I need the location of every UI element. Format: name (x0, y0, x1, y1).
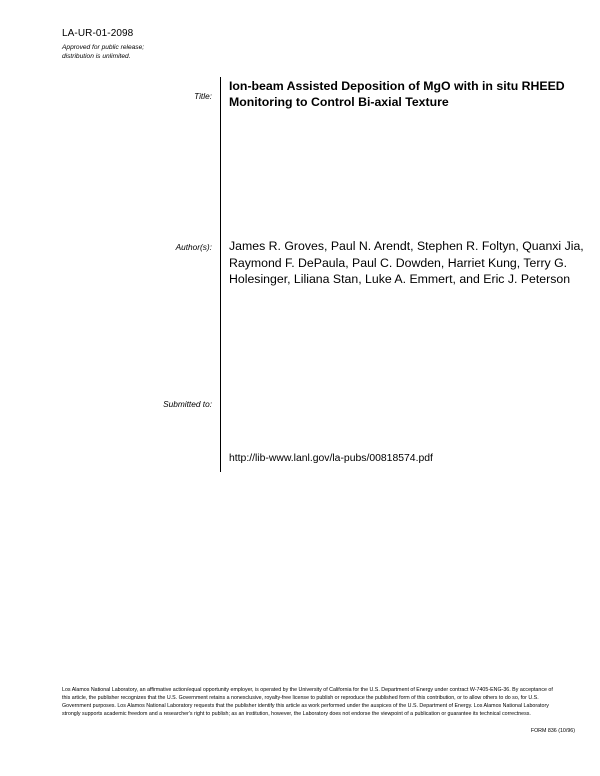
release-line-2: distribution is unlimited. (62, 53, 131, 60)
report-number: LA-UR-01-2098 (62, 28, 134, 39)
authors-list: James R. Groves, Paul N. Arendt, Stephen R. Foltyn, Quanxi Jia, Raymond F. DePaula, Paul C. Dowden, Harriet Kung, Terry G. Holesinger, Liliana Stan, Luke A. Emmert, and Eric J. Peterson (229, 239, 584, 286)
release-line-1: Approved for public release; (62, 44, 145, 51)
title-label: Title: (194, 91, 212, 101)
document-url[interactable]: http://lib-www.lanl.gov/la-pubs/00818574.pdf (229, 453, 433, 464)
release-statement (62, 43, 144, 61)
document-title: Ion-beam Assisted Deposition of MgO with in situ RHEED Monitoring to Control Bi-axial Texture (229, 79, 565, 109)
footer-notice: Los Alamos National Laboratory, an affirmative action/equal opportunity employer, is operated by the University of California for the U.S. Department of Energy under contract W-7405-ENG-36. By acceptance of this article, the publisher recognizes that the U.S. Government retains a nonexclusive, royalty-free license to publish or reproduce the published form of this contribution, or to allow others to do so, for U.S. Government purposes. Los Alamos National Laboratory requests that the publisher identify this article as work performed under the auspices of the U.S. Department of Energy. Los Alamos National Laboratory strongly supports academic freedom and a researcher's right to publish; as an institution, however, the Laboratory does not endorse the viewpoint of a publication or guarantee its technical correctness. (62, 687, 553, 717)
form-identifier: FORM 836 (10/96) (530, 728, 575, 734)
submitted-to-label: Submitted to: (163, 399, 212, 409)
vertical-divider (220, 77, 221, 472)
authors-label: Author(s): (175, 242, 212, 252)
